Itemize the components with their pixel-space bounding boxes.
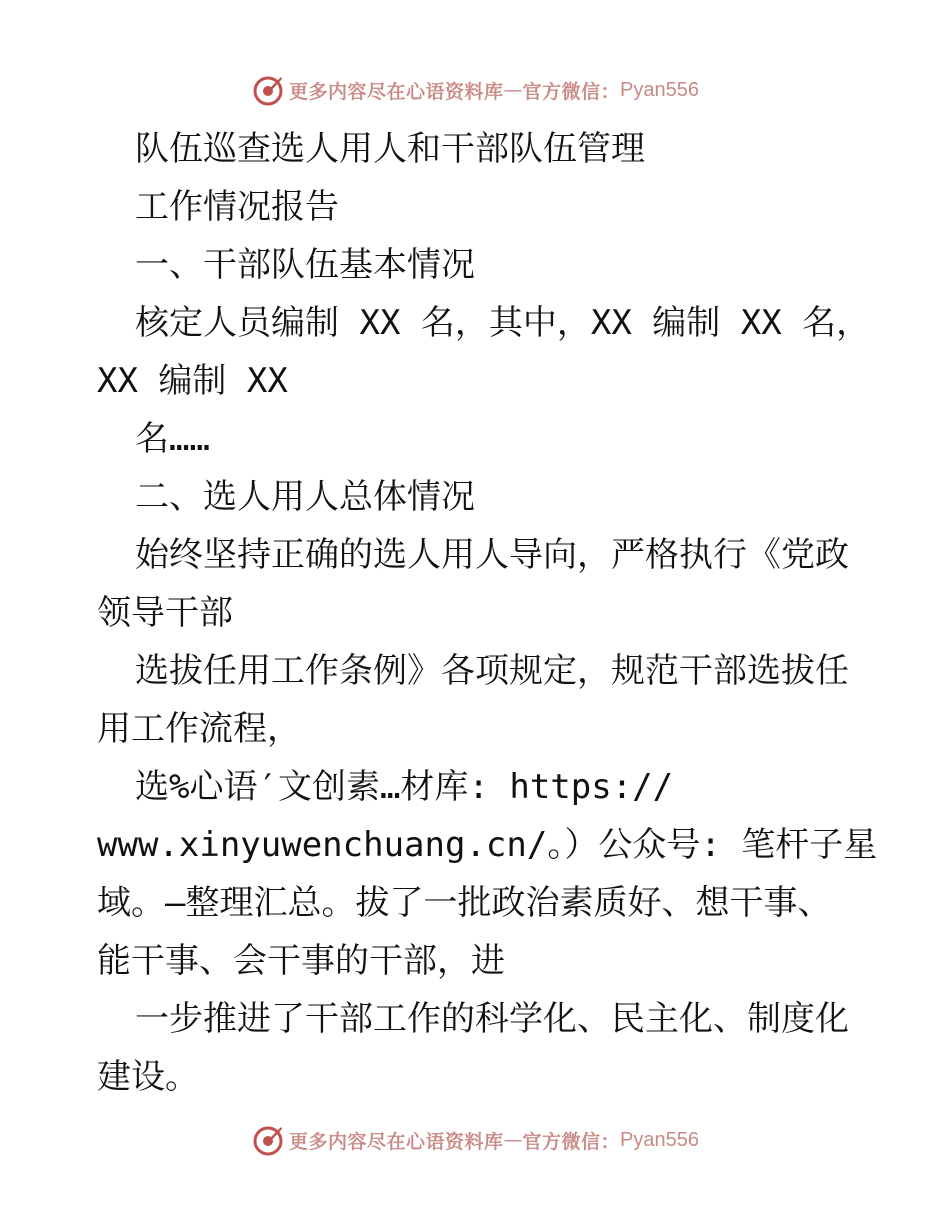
quill-logo-icon <box>251 73 285 107</box>
document-body <box>97 120 878 1106</box>
banner-separator: — <box>503 79 523 101</box>
section-heading-1: 一、干部队伍基本情况 <box>135 245 475 285</box>
paragraph-line: 领导干部 <box>97 593 233 633</box>
paragraph-line: 始终坚持正确的选人用人导向，严格执行《党政 <box>135 535 849 575</box>
paragraph-line: www.xinyuwenchuang.cn/。）公众号: 笔杆子星 <box>97 825 878 865</box>
paragraph-line: 选拔任用工作条例》各项规定，规范干部选拔任 <box>135 651 849 691</box>
doc-title-line-2: 工作情况报告 <box>135 187 339 227</box>
section-heading-2: 二、选人用人总体情况 <box>135 477 475 517</box>
paragraph-line: 选%心语′文创素…材库: https:// <box>135 767 674 807</box>
paragraph-line: 用工作流程， <box>97 709 301 749</box>
banner-handle-label: 官方微信： <box>522 1130 621 1153</box>
paragraph-line: 名…… <box>135 419 210 459</box>
banner-title: 更多内容尽在心语资料库 <box>289 80 504 103</box>
paragraph-line: 一步推进了干部工作的科学化、民主化、制度化 <box>135 999 849 1039</box>
paragraph-line: 域。—整理汇总。拔了一批政治素质好、想干事、 <box>97 883 832 923</box>
header-watermark-banner <box>0 70 950 110</box>
banner-handle-label: 官方微信： <box>522 80 621 103</box>
paragraph-line: 能干事、会干事的干部，进 <box>97 941 505 981</box>
paragraph-line: 核定人员编制 XX 名，其中，XX 编制 XX 名， <box>135 303 871 343</box>
banner-separator: — <box>503 1129 523 1151</box>
footer-watermark-banner <box>0 1120 950 1160</box>
paragraph-line: XX 编制 XX <box>97 361 288 401</box>
paragraph-line: 建设。 <box>97 1057 199 1097</box>
doc-title-line-1: 队伍巡查选人用人和干部队伍管理 <box>135 129 645 169</box>
quill-logo-icon <box>251 1123 285 1157</box>
banner-title: 更多内容尽在心语资料库 <box>289 1130 504 1153</box>
banner-handle: Pyan556 <box>620 1128 699 1151</box>
banner-handle: Pyan556 <box>620 78 699 101</box>
